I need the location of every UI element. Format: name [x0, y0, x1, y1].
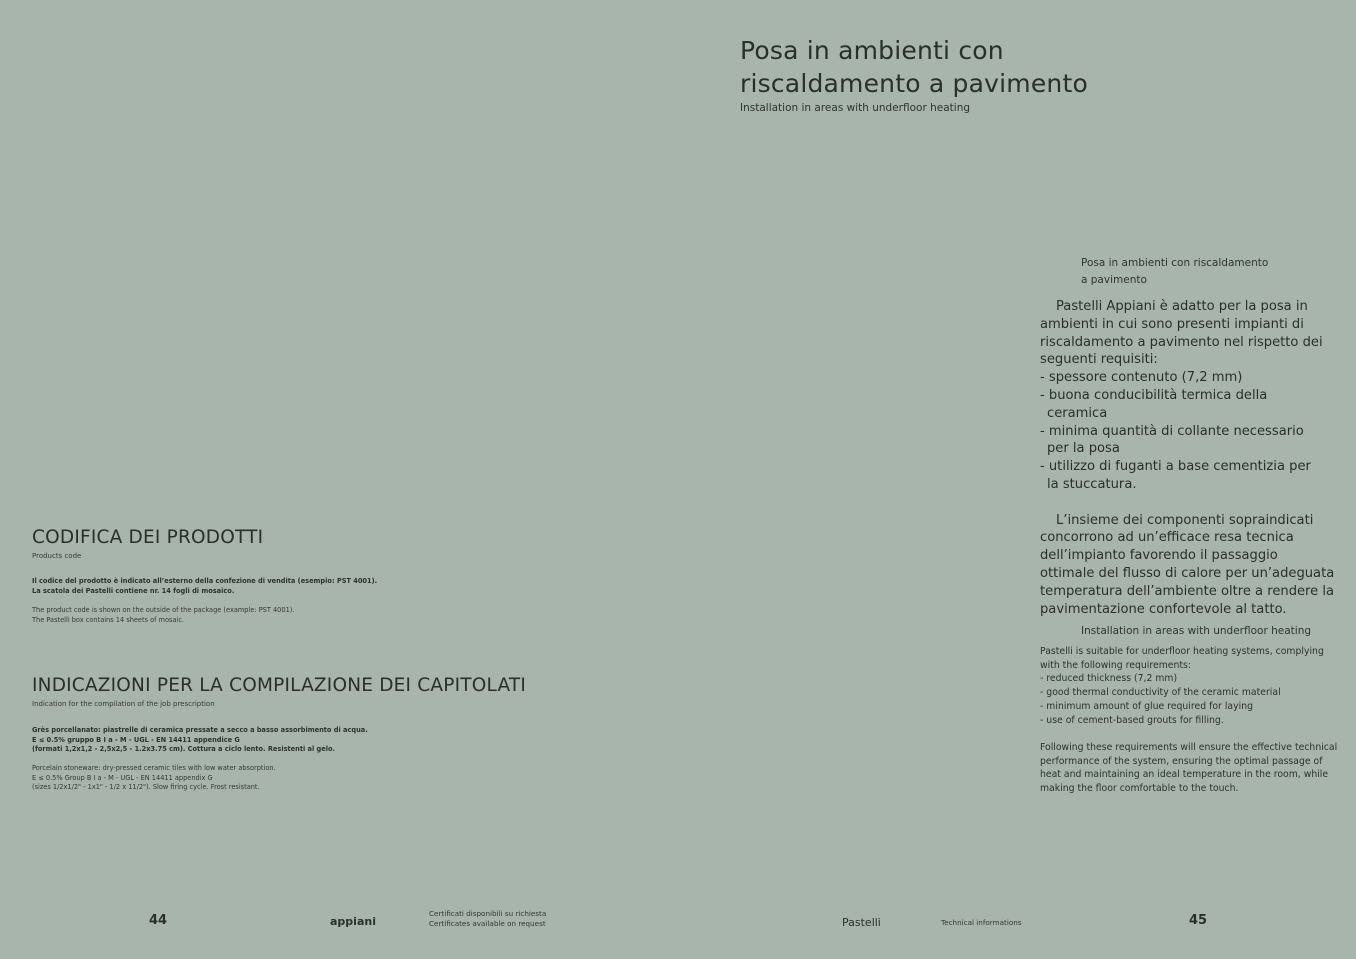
body-line: making the floor comfortable to the touch. [1040, 783, 1239, 795]
codifica-text-english [32, 606, 294, 625]
caption-line: Posa in ambienti con riscaldamento [1081, 257, 1269, 269]
text-line: Il codice del prodotto è indicato all’esterno della confezione di vendita (esempio: PST 4001). [32, 577, 378, 585]
body-line: temperatura dell’ambiente oltre a rendere la [1040, 583, 1335, 599]
body-line: seguenti requisiti: [1040, 352, 1158, 368]
body-line: riscaldamento a pavimento nel rispetto dei [1040, 334, 1323, 350]
text-line: Porcelain stoneware: dry-pressed ceramic tiles with low water absorption. [32, 764, 276, 772]
page-title-line: riscaldamento a pavimento [740, 69, 1088, 98]
paragraph-spacer [1040, 727, 1340, 741]
text-line: E ≤ 0.5% Group B I a - M - UGL - EN 14411 appendix G [32, 773, 213, 782]
page-title-line: Posa in ambienti con [740, 36, 1004, 65]
caption-line: a pavimento [1081, 274, 1147, 286]
brand-logo: appiani [330, 915, 376, 928]
caption-english: Installation in areas with underfloor heating [1081, 625, 1312, 637]
certificates-italian: Certificati disponibili su richiesta [429, 909, 547, 918]
body-line: ambienti in cui sono presenti impianti di [1040, 316, 1304, 332]
body-italian [1040, 298, 1340, 618]
codifica-text-italian [32, 577, 377, 596]
body-line: la stuccatura. [1047, 476, 1137, 492]
body-line: Following these requirements will ensure the effective technical [1040, 741, 1338, 753]
section-heading-capitolati: INDICAZIONI PER LA COMPILAZIONE DEI CAPITOLATI [32, 675, 527, 696]
body-line: heat and maintaining an ideal temperature in the room, while [1040, 769, 1329, 781]
body-line: pavimentazione confortevole al tatto. [1040, 601, 1287, 617]
capitolati-text-english [32, 764, 276, 793]
collection-name: Pastelli [842, 916, 881, 929]
text-line: (formati 1,2x1,2 - 2,5x2,5 - 1.2x3.75 cm). Cottura a ciclo lento. Resistenti al gelo. [32, 745, 336, 753]
section-subheading-codifica: Products code [32, 552, 82, 560]
body-line: - minima quantità di collante necessario [1040, 423, 1304, 439]
body-line: concorrono ad un’efficace resa tecnica [1040, 530, 1294, 546]
body-line: - buona conducibilità termica della [1040, 387, 1268, 403]
page-number-right: 45 [1189, 913, 1208, 928]
section-heading-codifica: CODIFICA DEI PRODOTTI [32, 527, 264, 548]
text-line: The Pastelli box contains 14 sheets of mosaic. [32, 615, 185, 624]
paragraph-spacer [1040, 494, 1340, 512]
caption-italian [1081, 255, 1268, 289]
body-line: Pastelli Appiani è adatto per la posa in [1056, 299, 1308, 314]
body-line: with the following requirements: [1040, 659, 1191, 671]
body-line: dell’impianto favorendo il passaggio [1040, 548, 1278, 564]
body-line: Pastelli is suitable for underfloor heating systems, complying [1040, 646, 1324, 657]
page-title [740, 34, 1160, 100]
certificates-english: Certificates available on request [429, 918, 546, 928]
capitolati-text-italian [32, 726, 368, 755]
body-line: - minimum amount of glue required for laying [1040, 700, 1253, 712]
text-line: (sizes 1/2x1/2" - 1x1" - 1/2 x 11/2"). Slow firing cycle. Frost resistant. [32, 783, 260, 791]
body-line: per la posa [1047, 441, 1120, 457]
text-line: The product code is shown on the outside of the package (example: PST 4001). [32, 606, 295, 614]
body-line: - use of cement-based grouts for filling. [1040, 714, 1224, 726]
page-number-left: 44 [149, 913, 168, 928]
body-line: - utilizzo di fuganti a base cementizia per [1040, 459, 1311, 475]
body-line: - reduced thickness (7,2 mm) [1040, 673, 1178, 685]
body-line: - spessore contenuto (7,2 mm) [1040, 370, 1243, 386]
body-line: - good thermal conductivity of the ceramic material [1040, 687, 1281, 699]
text-line: La scatola dei Pastelli contiene nr. 14 fogli di mosaico. [32, 586, 235, 595]
section-subheading-capitolati: Indication for the compilation of the job prescription [32, 700, 215, 708]
section-name: Technical informations [941, 918, 1022, 927]
body-line: performance of the system, ensuring the optimal passage of [1040, 755, 1323, 767]
body-english [1040, 645, 1340, 796]
text-line: Grès porcellanato: piastrelle di ceramica pressate a secco a basso assorbimento di acqua. [32, 726, 368, 734]
text-line: E ≤ 0.5% gruppo B I a - M - UGL - EN 14411 appendice G [32, 735, 240, 744]
certificates-note [429, 909, 546, 928]
body-line: L’insieme dei componenti sopraindicati [1056, 512, 1314, 528]
body-line: ottimale del flusso di calore per un’adeguata [1040, 565, 1335, 581]
page-subtitle: Installation in areas with underfloor heating [740, 102, 971, 114]
body-line: ceramica [1047, 405, 1108, 421]
